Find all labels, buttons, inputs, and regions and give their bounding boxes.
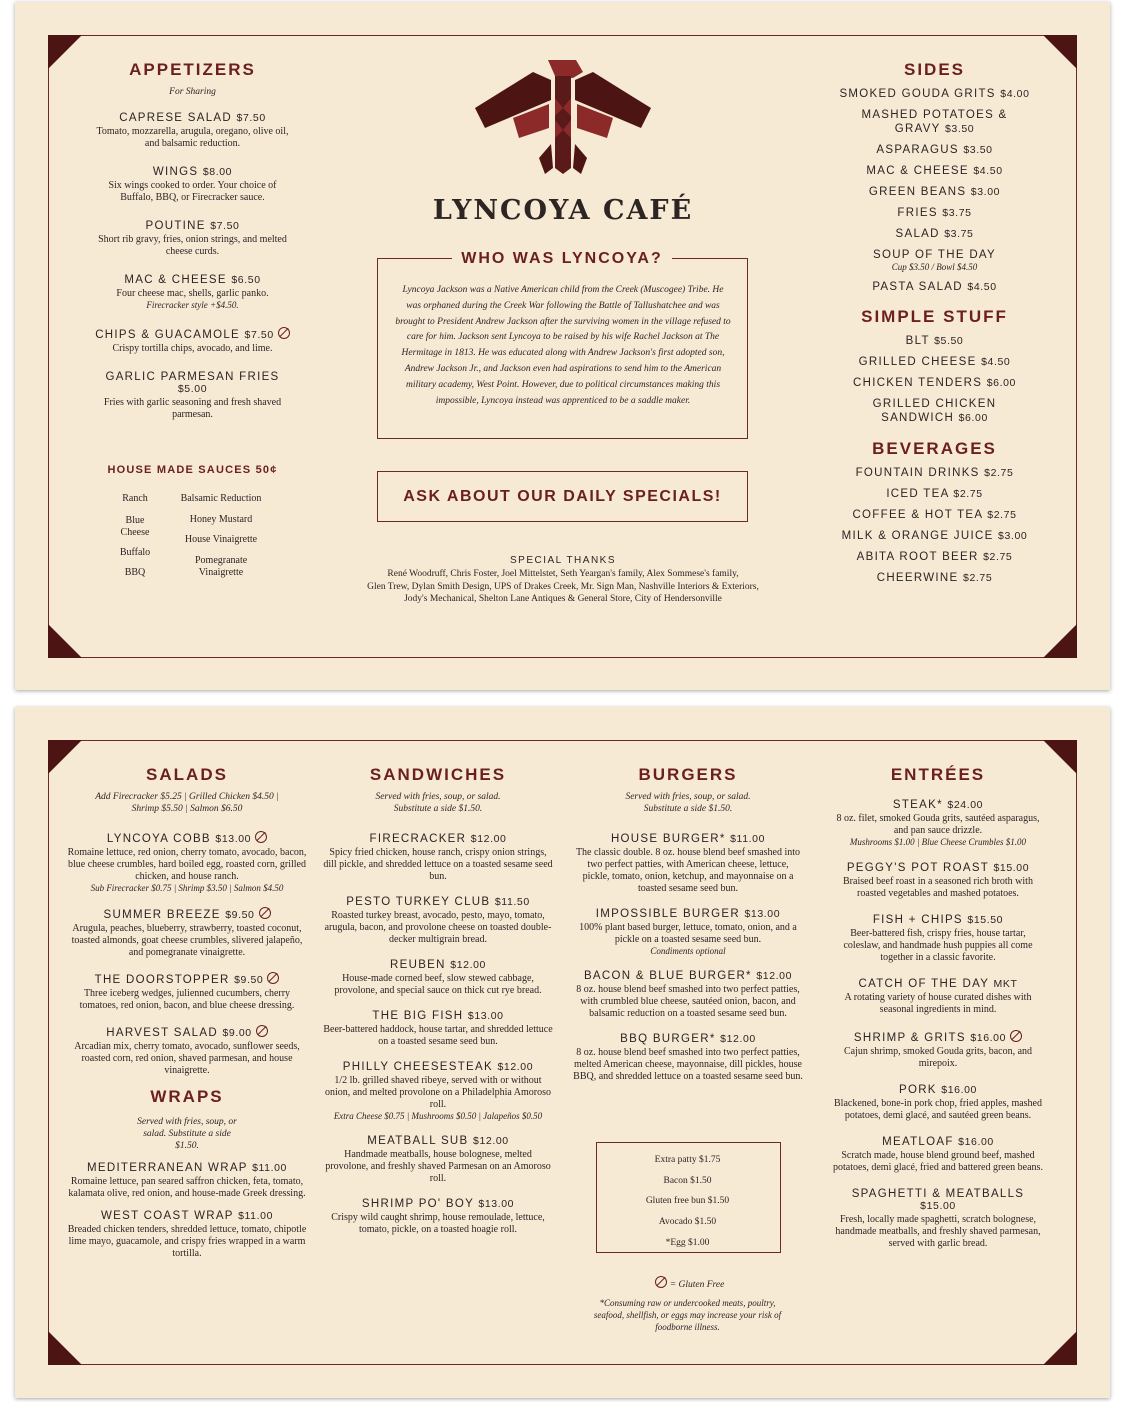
- menu-page-front: [15, 2, 1110, 690]
- menu-item-name: [67, 907, 307, 921]
- menu-item: [323, 959, 553, 997]
- menu-item: [573, 908, 803, 957]
- menu-item: [837, 397, 1032, 425]
- item-description: Roasted turkey breast, avocado, pesto, mayo, tomato, arugula, bacon, and provolone cheese on toasted double-decker multigrain bread.: [324, 910, 552, 945]
- item-name: MAC & CHEESE: [866, 165, 969, 177]
- corner-ornament: [48, 35, 82, 69]
- menu-item-name: [833, 1136, 1043, 1148]
- item-price: $4.00: [1000, 88, 1030, 100]
- item-price: $2.75: [953, 488, 983, 500]
- item-price: $12.00: [450, 959, 486, 971]
- item-name: ICED TEA: [886, 488, 949, 500]
- menu-item: [67, 972, 307, 1012]
- thanks-title: SPECIAL THANKS: [509, 555, 617, 566]
- menu-item: [837, 108, 1032, 136]
- item-price: $5.00: [177, 383, 208, 395]
- appetizers-section: [85, 60, 300, 421]
- menu-item: [837, 185, 1032, 199]
- item-price: $2.75: [963, 572, 993, 584]
- raw-food-disclaimer: *Consuming raw or undercooked meats, poultry, seafood, shellfish, or eggs may increase your risk of foodborne illness.: [593, 1298, 782, 1332]
- menu-item: [837, 466, 1032, 480]
- item-description: Fresh, locally made spaghetti, scratch bolognese, handmade meatballs, and freshly shaved parmesan, served with garlic bread.: [835, 1214, 1041, 1249]
- menu-item: [837, 376, 1032, 390]
- item-description: Three iceberg wedges, julienned cucumbers, cherry tomatoes, red onion, bacon, and blue cheese dressing.: [79, 988, 295, 1011]
- item-price: $7.50: [210, 220, 240, 232]
- menu-item: [837, 355, 1032, 369]
- item-name: MASHED POTATOES & GRAVY: [861, 109, 1008, 135]
- item-description: Romaine lettuce, pan seared saffron chicken, feta, tomato, kalamata olive, red onion, and house-made Greek dressing.: [68, 1176, 306, 1199]
- menu-item-name: [833, 1084, 1043, 1096]
- item-description: Crispy wild caught shrimp, house remoulade, lettuce, tomato, pickle, on a toasted hoagie roll.: [331, 1212, 545, 1235]
- item-name: SUMMER BREEZE: [103, 909, 221, 921]
- section-title: BEVERAGES: [872, 439, 997, 458]
- menu-item: [67, 1210, 307, 1260]
- corner-ornament: [1043, 1331, 1077, 1365]
- item-name: SHRIMP & GRITS: [853, 1032, 966, 1044]
- item-price: $13.00: [467, 1010, 504, 1022]
- menu-item: [833, 978, 1043, 1016]
- menu-item: [573, 833, 803, 895]
- sauce-item: House Vinaigrette: [184, 534, 258, 545]
- menu-item: [833, 914, 1043, 964]
- thanks-line: René Woodruff, Chris Foster, Joel Mittelstet, Seth Yeargan's family, Alex Sommese's family,: [387, 569, 739, 579]
- item-price: $13.00: [478, 1198, 515, 1210]
- item-name: REUBEN: [390, 959, 446, 971]
- menu-item-name: [323, 833, 553, 845]
- item-name: GRILLED CHEESE: [858, 356, 977, 368]
- item-name: SMOKED GOUDA GRITS: [839, 88, 996, 100]
- item-price: $3.00: [970, 186, 1001, 198]
- item-price: $6.00: [986, 377, 1016, 389]
- item-description: Beer-battered haddock, house tartar, and shredded lettuce on a toasted sesame seed bun.: [323, 1024, 553, 1047]
- item-name: HOUSE BURGER*: [610, 833, 726, 845]
- section-subtitle: Served with fries, soup, or salad. Substitute a side $1.50.: [625, 792, 751, 814]
- item-price: $2.75: [984, 467, 1014, 479]
- menu-item: [85, 166, 300, 204]
- item-name: MEATLOAF: [882, 1136, 954, 1148]
- item-description: Blackened, bone-in pork chop, fried apples, mashed potatoes, demi glacé, and sautéed green beans.: [834, 1098, 1042, 1121]
- menu-item-name: [323, 1010, 553, 1022]
- menu-item: [837, 164, 1032, 178]
- item-price: $11.50: [494, 896, 530, 908]
- corner-ornament: [1043, 740, 1077, 774]
- item-price: $11.00: [238, 1210, 274, 1222]
- item-name: MILK & ORANGE JUICE: [841, 530, 994, 542]
- item-note: Condiments optional: [650, 946, 726, 956]
- item-note: Mushrooms $1.00 | Blue Cheese Crumbles $1.00: [849, 837, 1027, 847]
- menu-item: [573, 970, 803, 1020]
- item-price: $11.00: [252, 1162, 287, 1174]
- item-description: Scratch made, house blend ground beef, mashed potatoes, demi glacé, fried and battered green beans.: [833, 1150, 1043, 1173]
- item-description: 8 oz. filet, smoked Gouda grits, sautéed asparagus, and pan sauce drizzle.: [836, 813, 1040, 836]
- sauces-section: [85, 464, 325, 594]
- item-name: SHRIMP PO' BOY: [361, 1198, 474, 1210]
- item-name: CHICKEN TENDERS: [853, 377, 983, 389]
- item-note: Firecracker style +$4.50.: [146, 300, 239, 310]
- item-description: Tomato, mozzarella, arugula, oregano, olive oil, and balsamic reduction.: [96, 126, 289, 149]
- item-price: $3.00: [998, 530, 1028, 542]
- item-price: $24.00: [947, 799, 984, 811]
- section-subtitle: Served with fries, soup, or salad. Substitute a side $1.50.: [375, 792, 501, 814]
- gluten-free-icon: [1010, 1030, 1022, 1042]
- entrees-section: [833, 765, 1043, 1250]
- section-title: SIDES: [903, 60, 966, 79]
- item-name: BBQ BURGER*: [620, 1033, 716, 1045]
- menu-item-name: [67, 1210, 307, 1222]
- item-price: $2.75: [983, 551, 1013, 563]
- item-description: Fries with garlic seasoning and fresh shaved parmesan.: [103, 397, 282, 420]
- item-price: $6.50: [231, 274, 261, 286]
- who-title-wrap: [452, 250, 672, 268]
- item-description: Six wings cooked to order. Your choice of Buffalo, BBQ, or Firecracker sauce.: [108, 180, 277, 203]
- item-name: ASPARAGUS: [876, 144, 959, 156]
- menu-item: [833, 1030, 1043, 1070]
- who-text: Lyncoya Jackson was a Native American child from the Creek (Muscogee) Tribe. He was orphaned during the Creek War following the Battle of Tallushatchee and was brought to President Andrew Jackson after the surviving women in the village refused to care for him. Jackson sent Lyncoya to be raised by his wife Rachel Jackson at The Hermitage in 1813. He was educated along with Andrew Jackson's first adopted son, Andrew Jackson Jr., and Jackson even had aspirations to send him to the American military academy, West Point. However, due to political circumstances making this impossible, Lyncoya instead was apprenticed to be a saddle maker.: [395, 285, 731, 406]
- corner-ornament: [1043, 35, 1077, 69]
- item-name: PORK: [898, 1084, 937, 1096]
- item-description: Breaded chicken tenders, shredded lettuce, tomato, chipotle lime mayo, guacamole, and crispy fries wrapped in a warm tortilla.: [67, 1224, 307, 1259]
- menu-item-name: [573, 833, 803, 845]
- gluten-free-legend-text: = Gluten Free: [669, 1280, 725, 1290]
- section-title: SIMPLE STUFF: [861, 307, 1008, 326]
- menu-item: [837, 248, 1032, 273]
- item-description: A rotating variety of house curated dishes with seasonal ingredients in mind.: [844, 992, 1032, 1015]
- daily-specials-text: ASK ABOUT OUR DAILY SPECIALS!: [403, 487, 722, 505]
- item-name: FIRECRACKER: [369, 833, 467, 845]
- item-name: FISH + CHIPS: [872, 914, 963, 926]
- section-subtitle: For Sharing: [169, 87, 216, 97]
- menu-item-name: [67, 1162, 307, 1174]
- menu-item: [837, 143, 1032, 157]
- menu-item-name: [833, 914, 1043, 926]
- menu-item: [323, 1135, 553, 1185]
- item-name: CHIPS & GUACAMOLE: [95, 329, 240, 341]
- gluten-free-icon: [255, 831, 267, 843]
- menu-item-name: [833, 1030, 1043, 1044]
- menu-item: [85, 220, 300, 258]
- daily-specials-box: [377, 471, 748, 522]
- item-name: THE DOORSTOPPER: [94, 974, 230, 986]
- item-description: Romaine lettuce, red onion, cherry tomato, avocado, bacon, blue cheese crumbles, hard boiled egg, roasted corn, grilled chicken, and house ranch.: [67, 847, 307, 882]
- menu-item: [833, 799, 1043, 848]
- menu-item: [837, 206, 1032, 220]
- menu-item-name: [573, 1033, 803, 1045]
- corner-ornament: [48, 624, 82, 658]
- item-name: PHILLY CHEESESTEAK: [342, 1061, 493, 1073]
- item-description: 100% plant based burger, lettuce, tomato, onion, and a pickle on a toasted sesame seed bun.: [579, 922, 797, 945]
- item-name: CHEERWINE: [876, 572, 959, 584]
- item-price: $12.00: [720, 1033, 756, 1045]
- menu-item: [323, 896, 553, 946]
- gluten-free-icon: [256, 1025, 268, 1037]
- salads-section: [67, 765, 307, 1260]
- menu-item-name: [93, 274, 292, 286]
- section-title: BURGERS: [638, 765, 738, 784]
- menu-item: [67, 831, 307, 894]
- item-name: COFFEE & HOT TEA: [852, 509, 983, 521]
- item-price: $3.50: [963, 144, 993, 156]
- item-price: $16.00: [970, 1032, 1007, 1044]
- item-price: $4.50: [973, 165, 1003, 177]
- item-price: $6.00: [958, 412, 988, 424]
- item-description: Cajun shrimp, smoked Gouda grits, bacon, and mirepoix.: [843, 1046, 1033, 1069]
- item-name: SALAD: [895, 228, 940, 240]
- item-price: $12.00: [497, 1061, 534, 1073]
- item-price: $16.00: [958, 1136, 994, 1148]
- menu-item-name: [833, 862, 1043, 874]
- sandwiches-section: [323, 765, 553, 1236]
- gluten-free-icon: [278, 327, 290, 339]
- border-right: [1076, 740, 1077, 1365]
- item-description: Arcadian mix, cherry tomato, avocado, sunflower seeds, roasted corn, red onion, shaved parmesan, and house vinaigrette.: [74, 1041, 300, 1076]
- item-name: THE BIG FISH: [372, 1010, 464, 1022]
- menu-item: [837, 487, 1032, 501]
- item-price: $15.00: [920, 1200, 956, 1212]
- item-name: POUTINE: [145, 220, 206, 232]
- item-price: $7.50: [244, 329, 274, 341]
- item-name: PASTA SALAD: [872, 281, 963, 293]
- menu-item: [833, 1084, 1043, 1122]
- corner-ornament: [48, 1331, 82, 1365]
- menu-item-name: [573, 908, 803, 920]
- item-price: $8.00: [202, 166, 233, 178]
- item-price: $3.75: [942, 207, 972, 219]
- menu-item: [323, 1061, 553, 1122]
- item-price: $7.50: [236, 112, 266, 124]
- item-name: WINGS: [152, 166, 199, 178]
- item-name: GARLIC PARMESAN FRIES: [105, 371, 280, 383]
- gluten-free-icon: [259, 907, 271, 919]
- item-name: BLT: [905, 335, 930, 347]
- section-subtitle: Served with fries, soup, or salad. Substitute a side $1.50.: [137, 1117, 237, 1151]
- item-note: Cup $3.50 / Bowl $4.50: [891, 262, 978, 272]
- item-name: MAC & CHEESE: [124, 274, 227, 286]
- sauce-item: Blue Cheese: [120, 515, 150, 538]
- border-bottom: [63, 1364, 1062, 1365]
- item-price: MKT: [993, 978, 1018, 990]
- addon-item: Extra patty $1.75: [654, 1155, 721, 1165]
- item-name: FRIES: [897, 207, 938, 219]
- sauce-item: Honey Mustard: [189, 514, 253, 525]
- item-price: $9.00: [222, 1027, 252, 1039]
- sauces-title: HOUSE MADE SAUCES 50¢: [107, 464, 278, 476]
- item-description: Short rib gravy, fries, onion strings, and melted cheese curds.: [98, 234, 287, 257]
- item-price: $12.00: [756, 970, 793, 982]
- item-description: The classic double. 8 oz. house blend beef smashed into two perfect patties, with American cheese, lettuce, pickle, tomato, onion, ketchup, and mayonnaise on a toasted sesame seed bun.: [575, 847, 801, 894]
- burger-addons: [596, 1150, 779, 1254]
- item-name: GRILLED CHICKEN SANDWICH: [872, 398, 997, 424]
- menu-item: [323, 1010, 553, 1048]
- sauce-item: Buffalo: [119, 547, 151, 558]
- menu-item: [837, 227, 1032, 241]
- item-name: LYNCOYA COBB: [106, 833, 211, 845]
- corner-ornament: [1043, 624, 1077, 658]
- menu-item: [837, 280, 1032, 294]
- menu-item-name: [93, 371, 292, 395]
- item-price: $13.00: [215, 833, 252, 845]
- menu-item: [85, 112, 300, 150]
- item-price: $4.50: [967, 281, 997, 293]
- gluten-free-icon: [267, 972, 279, 984]
- gluten-free-legend: [585, 1272, 790, 1291]
- item-price: $12.00: [470, 833, 507, 845]
- thanks-line: Glen Trew, Dylan Smith Design, UPS of Drakes Creek, Mr. Sign Man, Nashville Interiors & Exteriors,: [367, 581, 759, 592]
- item-name: STEAK*: [892, 799, 943, 811]
- menu-item: [833, 1188, 1043, 1250]
- item-note: Sub Firecracker $0.75 | Shrimp $3.50 | Salmon $4.50: [90, 883, 284, 893]
- item-price: $3.50: [944, 123, 975, 135]
- item-name: PESTO TURKEY CLUB: [346, 896, 491, 908]
- gluten-free-icon: [655, 1276, 667, 1288]
- menu-item-name: [833, 799, 1043, 811]
- sauce-item: Pomegranate Vinaigrette: [195, 555, 248, 578]
- border-bottom: [63, 657, 1062, 658]
- thanks-line: Jody's Mechanical, Shelton Lane Antiques & General Store, City of Hendersonville: [404, 594, 722, 604]
- item-description: Beer-battered fish, crispy fries, house tartar, coleslaw, and handmade hush puppies all come together in a classic favorite.: [843, 928, 1033, 963]
- item-name: SOUP OF THE DAY: [872, 249, 997, 261]
- addon-item: Gluten free bun $1.50: [645, 1196, 730, 1207]
- item-name: SPAGHETTI & MEATBALLS: [851, 1188, 1025, 1200]
- item-description: Braised beef roast in a seasoned rich broth with roasted vegetables and mashed potatoes.: [843, 876, 1033, 899]
- item-name: BACON & BLUE BURGER*: [583, 970, 752, 982]
- item-price: $11.00: [730, 833, 766, 845]
- item-name: MEDITERRANEAN WRAP: [86, 1162, 248, 1174]
- item-name: CATCH OF THE DAY: [858, 978, 990, 990]
- menu-item-name: [323, 1198, 553, 1210]
- burgers-section: [573, 765, 803, 1083]
- item-description: Arugula, peaches, blueberry, strawberry, toasted coconut, toasted almonds, goat cheese crumbles, slivered jalapeño, and pomegranate vinaigrette.: [71, 923, 303, 958]
- brand-name: LYNCOYA CAFÉ: [432, 195, 694, 226]
- menu-item-name: [93, 220, 292, 232]
- menu-item: [837, 87, 1032, 101]
- item-price: $9.50: [234, 974, 264, 986]
- menu-item-name: [67, 831, 307, 845]
- item-price: $15.00: [993, 862, 1030, 874]
- section-subtitle: Add Firecracker $5.25 | Grilled Chicken $4.50 | Shrimp $5.50 | Salmon $6.50: [95, 792, 279, 814]
- section-title: APPETIZERS: [129, 60, 256, 79]
- border-right: [1076, 35, 1077, 657]
- item-price: $15.50: [967, 914, 1004, 926]
- menu-item: [837, 571, 1032, 585]
- addon-item: Avocado $1.50: [658, 1217, 717, 1228]
- section-title: WRAPS: [150, 1087, 224, 1106]
- border-top: [63, 35, 1062, 36]
- section-title: SALADS: [146, 765, 228, 784]
- who-title: WHO WAS LYNCOYA?: [461, 250, 663, 267]
- item-description: House-made corned beef, slow stewed cabbage, provolone, and special sauce on thick cut rye bread.: [334, 973, 542, 996]
- item-name: GREEN BEANS: [868, 186, 967, 198]
- item-description: 1/2 lb. grilled shaved ribeye, served with or without onion, and melted provolone on a Philadelphia Amoroso roll.: [324, 1075, 552, 1110]
- menu-item-name: [93, 112, 292, 124]
- right-column: [837, 60, 1032, 585]
- menu-item: [323, 833, 553, 883]
- item-name: ABITA ROOT BEER: [856, 551, 979, 563]
- menu-item-name: [93, 327, 292, 341]
- sauce-item: Balsamic Reduction: [180, 493, 262, 504]
- item-description: 8 oz. house blend beef smashed into two perfect patties, with crumbled blue cheese, sautéed onion, bacon, and balsamic reduction on a toasted sesame seed bun.: [576, 984, 800, 1019]
- menu-item-name: [833, 978, 1043, 990]
- item-description: 8 oz. house blend beef smashed into two perfect patties, melted American cheese, mayonnaise, dill pickles, house BBQ, and shredded lettuce on a toasted sesame seed bun.: [573, 1047, 803, 1082]
- item-note: Extra Cheese $0.75 | Mushrooms $0.50 | Jalapeños $0.50: [333, 1111, 543, 1121]
- menu-item-name: [323, 1061, 553, 1073]
- item-price: $2.75: [987, 509, 1017, 521]
- sauce-item: Ranch: [122, 493, 148, 504]
- item-name: WEST COAST WRAP: [100, 1210, 234, 1222]
- menu-item: [837, 508, 1032, 522]
- menu-item: [85, 371, 300, 421]
- eagle-logo-icon: [473, 58, 653, 178]
- item-description: Crispy tortilla chips, avocado, and lime.: [112, 343, 273, 354]
- menu-item: [837, 334, 1032, 348]
- menu-item: [323, 1198, 553, 1236]
- menu-item: [67, 907, 307, 959]
- item-name: MEATBALL SUB: [367, 1135, 469, 1147]
- border-left: [48, 35, 49, 657]
- addon-item: *Egg $1.00: [665, 1237, 710, 1248]
- menu-item-name: [833, 1188, 1043, 1212]
- menu-item-name: [67, 972, 307, 986]
- menu-item: [85, 327, 300, 355]
- item-description: Spicy fried chicken, house ranch, crispy onion strings, dill pickle, and shredded lettuce on a toasted sesame seed bun.: [323, 847, 553, 882]
- border-top: [63, 740, 1062, 741]
- item-price: $9.50: [225, 909, 255, 921]
- border-left: [48, 740, 49, 1365]
- item-name: PEGGY'S POT ROAST: [846, 862, 989, 874]
- menu-item: [837, 550, 1032, 564]
- addon-item: Bacon $1.50: [663, 1175, 712, 1186]
- menu-item: [67, 1025, 307, 1077]
- item-name: HARVEST SALAD: [106, 1027, 218, 1039]
- menu-item: [85, 274, 300, 311]
- item-price: $4.50: [981, 356, 1011, 368]
- menu-item-name: [323, 1135, 553, 1147]
- special-thanks: [325, 555, 801, 606]
- menu-page-back: [15, 707, 1110, 1398]
- item-name: FOUNTAIN DRINKS: [855, 467, 980, 479]
- item-description: Handmade meatballs, house bolognese, melted provolone, and freshly shaved Parmesan on an Amoroso roll.: [325, 1149, 551, 1184]
- sauce-item: BBQ: [124, 567, 146, 578]
- item-name: CAPRESE SALAD: [119, 112, 232, 124]
- item-price: $13.00: [744, 908, 781, 920]
- menu-item: [833, 1136, 1043, 1174]
- menu-item-name: [323, 896, 553, 908]
- item-price: $16.00: [941, 1084, 977, 1096]
- item-name: IMPOSSIBLE BURGER: [595, 908, 740, 920]
- menu-item: [67, 1162, 307, 1200]
- menu-item-name: [67, 1025, 307, 1039]
- menu-item-name: [573, 970, 803, 982]
- item-price: $12.00: [473, 1135, 509, 1147]
- section-title: ENTRÉES: [890, 765, 986, 784]
- menu-item-name: [93, 166, 292, 178]
- menu-item: [833, 862, 1043, 900]
- menu-item: [573, 1033, 803, 1083]
- section-title: SANDWICHES: [369, 765, 507, 784]
- menu-item-name: [323, 959, 553, 971]
- item-price: $3.75: [944, 228, 974, 240]
- item-description: Four cheese mac, shells, garlic panko.: [116, 288, 269, 299]
- item-price: $5.50: [934, 335, 964, 347]
- menu-item: [837, 529, 1032, 543]
